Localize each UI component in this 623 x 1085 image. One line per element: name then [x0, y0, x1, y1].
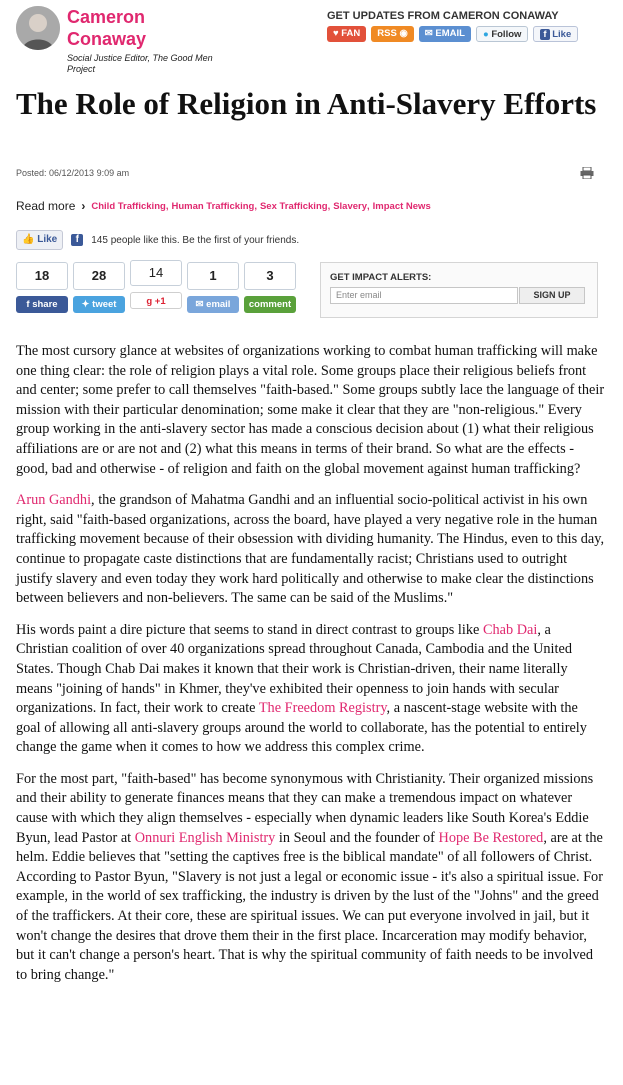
facebook-icon: f [26, 299, 30, 310]
share-label: share [32, 299, 58, 310]
tag-link[interactable]: Sex Trafficking [259, 200, 328, 212]
tweet-count: 28 [73, 262, 125, 290]
social-buttons [327, 26, 578, 42]
tweet-label: tweet [92, 299, 117, 310]
paragraph-4-text: in Seoul and the founder of [275, 829, 439, 846]
email-button[interactable] [419, 26, 471, 42]
comment-count: 3 [244, 262, 296, 290]
share-gplus [130, 262, 182, 313]
gplus-icon: g [146, 296, 153, 307]
thumbs-up-icon: 👍 [22, 234, 35, 245]
fb-like-row [16, 230, 299, 250]
gplus-count: 14 [130, 260, 182, 286]
tag-link[interactable]: Slavery [333, 200, 368, 212]
paragraph-4-text: , are at the helm. Eddie believes that "setting the captives free is the biblical mandate" of all followers of Christ. According to Pastor Byun, "Slavery is not just a legal or economic issue - it's also a spiritual issue. For example, in the world of sex trafficking, the industry is driven by the lust of the "Johns" and the greed of the traffickers. At their core, these are spiritual issues. We can put everyone involved in jail, but it won't change the desires that drove them their in the first place. Incarceration may modify behavior, but it can't change a person's heart. That is why the spiritual community of faith needs to be involved to bring change." [16, 829, 603, 983]
paragraph-1: The most cursory glance at websites of organizations working to combat human trafficking will make one thing clear: the role of religion plays a vital role. Some groups place their religious beliefs front and center; some prefer to call themselves "faith-based." Some groups subtly lace the language of their mission with their particular denomination; some make it clear that they are "non-religious." Every group working in the anti-slavery sector has made a conscious decision about (1) what their religious affiliations are or are not and (2) what this means in terms of their brand. So what are the effects - good, bad and otherwise - of religion and faith on the global movement against human trafficking? [16, 343, 605, 477]
read-more-label: Read more [16, 199, 76, 213]
author-name-first[interactable]: Cameron [67, 7, 146, 27]
read-more-row [16, 199, 431, 213]
author-title: Social Justice Editor, The Good Men Project [67, 53, 213, 74]
tweet-button[interactable] [73, 296, 125, 313]
paragraph-4-text: For the most part, "faith-based" has become synonymous with Christianity. Their organized missions and their ability to generate finances means that they can make a tremendous impact on whatever cause with which they align themselves - especially when dynamic leaders like South Korea's Eddie Byun, lead Pastor at [16, 770, 594, 846]
article-headline: The Role of Religion in Anti-Slavery Efforts [16, 86, 597, 121]
tag-link[interactable]: Human Trafficking [171, 200, 255, 212]
author-avatar[interactable] [16, 6, 60, 50]
chevron-right-icon: › [81, 199, 86, 213]
share-twitter [73, 262, 125, 313]
author-name[interactable] [67, 6, 207, 50]
envelope-icon: ✉ [195, 299, 204, 310]
alerts-email-input[interactable]: Enter email [330, 287, 518, 304]
facebook-icon: f [71, 234, 83, 246]
tag-list: Child Trafficking , Human Trafficking , Sex Trafficking , Slavery , Impact News [91, 200, 431, 212]
gplus-label: +1 [154, 296, 166, 307]
follow-label: Follow [491, 29, 522, 40]
comment-button[interactable]: comment [244, 296, 296, 313]
impact-alerts-box [320, 262, 598, 318]
twitter-follow-button[interactable] [476, 26, 528, 42]
tag-link[interactable]: Impact News [372, 200, 431, 212]
rss-button[interactable] [371, 26, 413, 42]
paragraph-3-text: , a nascent-stage website with the goal of allowing all anti-slavery groups around the world to collaborate, has the potential to entirely change the game when it comes to how we address this complex crime. [16, 700, 587, 756]
rss-icon: ◉ [399, 28, 408, 39]
updates-title: GET UPDATES FROM CAMERON CONAWAY [327, 10, 559, 22]
gplus-button[interactable] [130, 292, 182, 309]
share-comment [244, 262, 296, 313]
email-count: 1 [187, 262, 239, 290]
fb-like-text: 145 people like this. Be the first of your friends. [91, 234, 300, 246]
facebook-share-button[interactable] [16, 296, 68, 313]
signup-button[interactable]: SIGN UP [519, 287, 585, 304]
fan-label: FAN [341, 28, 361, 39]
tag-link[interactable]: Child Trafficking [91, 200, 166, 212]
email-label: EMAIL [435, 28, 465, 39]
paragraph-4 [16, 770, 605, 986]
hope-be-restored-link[interactable]: Hope Be Restored [438, 829, 544, 846]
like-label: Like [552, 29, 572, 40]
share-count: 18 [16, 262, 68, 290]
article-body [16, 342, 605, 997]
author-name-last[interactable]: Conaway [67, 29, 147, 49]
envelope-icon: ✉ [424, 28, 433, 39]
paragraph-2-text: , the grandson of Mahatma Gandhi and an influential socio-political activist in his own right, said "faith-based organizations, across the board, have played a very negative role in the human trafficking movement because of their obsession with dividing humanity. The Hindus, even to this day, continue to propagate caste distinctions that are fundamentally racist; Christians used to outright justify slavery and even today they work hard politically and otherwise to make clear the distinctions between believers and non-believers. The same can be said of the Muslims." [16, 492, 605, 607]
paragraph-3 [16, 621, 605, 758]
posted-date: Posted: 06/12/2013 9:09 am [16, 168, 130, 178]
alerts-title: GET IMPACT ALERTS: [330, 272, 432, 283]
fb-like-button[interactable] [16, 230, 63, 250]
email-share-button[interactable] [187, 296, 239, 313]
fb-like-label: Like [37, 234, 58, 245]
chab-dai-link[interactable]: Chab Dai [482, 621, 538, 638]
share-facebook [16, 262, 68, 313]
onnuri-ministry-link[interactable]: Onnuri English Ministry [134, 829, 276, 846]
fan-button[interactable] [327, 26, 366, 42]
share-email [187, 262, 239, 313]
rss-label: RSS [377, 28, 397, 39]
email-share-label: email [206, 299, 231, 310]
share-block [16, 262, 296, 313]
paragraph-3-text: , a Christian coalition of over 40 organizations spread throughout Canada, Cambodia and the United States. Though Chab Dai makes it known that their work is Christian-driven, their name literally means "joining of hands" in Khmer, they've exhibited their openness to join hands with secular organizations. In fact, their work to create [16, 621, 572, 717]
paragraph-2 [16, 491, 605, 609]
heart-icon: ♥ [333, 28, 339, 39]
facebook-icon: f [540, 29, 549, 40]
facebook-like-button[interactable] [533, 26, 578, 42]
print-icon[interactable] [580, 166, 594, 178]
twitter-bird-icon: ● [482, 29, 489, 40]
twitter-bird-icon: ✦ [81, 299, 90, 310]
arun-gandhi-link[interactable]: Arun Gandhi [16, 492, 92, 509]
paragraph-3-text: His words paint a dire picture that seems to stand in direct contrast to groups like [16, 621, 483, 638]
freedom-registry-link[interactable]: The Freedom Registry [258, 700, 387, 717]
